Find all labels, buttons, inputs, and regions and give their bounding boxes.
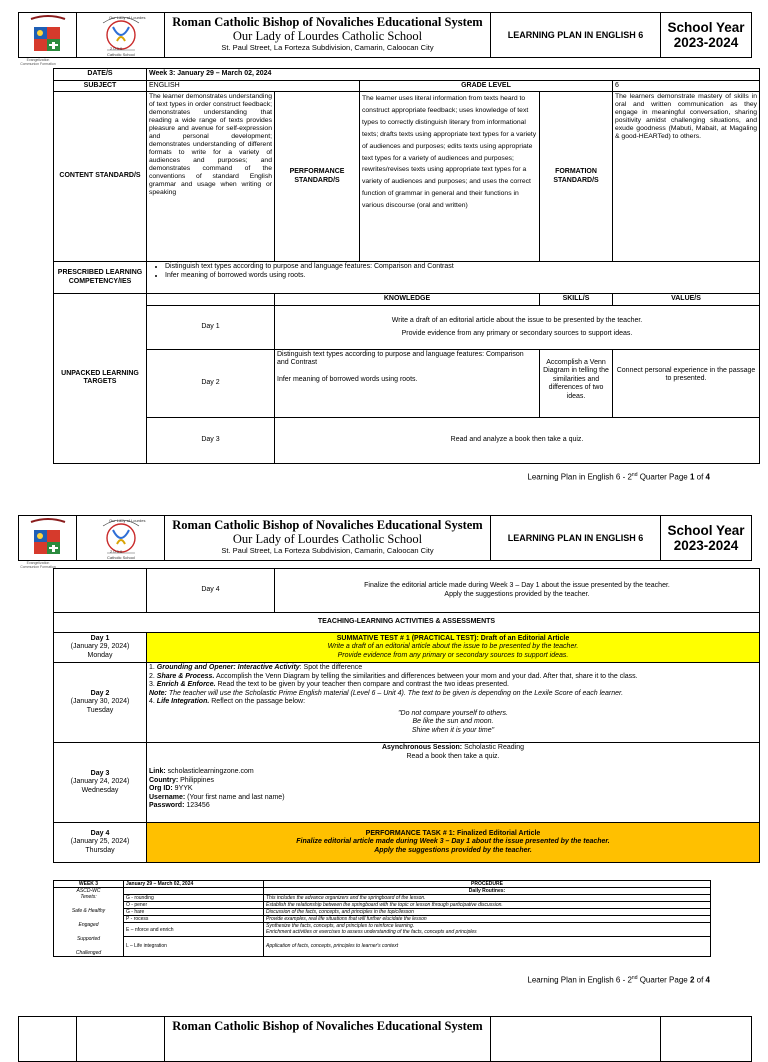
routine-table <box>53 880 711 957</box>
summative-line1: Write a draft of an editorial article about the issue to be presented by the teacher. <box>327 643 579 651</box>
routine-dates: January 29 – March 02, 2024 <box>124 881 264 888</box>
step-text: Read the text to be given by your teacher then compare and contrast the two ideas presented. <box>215 681 509 688</box>
rcbn-logo <box>19 516 77 560</box>
footer-page: 2 <box>689 975 695 985</box>
user-label: Username: <box>149 793 186 801</box>
plc-item: • Distinguish text types according to purpose and language features: Comparison and Contrast <box>165 263 757 272</box>
footer-prefix: Learning Plan in English 6 - 2 <box>527 975 632 985</box>
school-name: Our Lady of Lourdes Catholic School <box>232 29 423 43</box>
tla-day2: Day 2 <box>90 689 110 697</box>
day2-knowledge-1: Distinguish text types according to purpose and language features: Comparison and Contrast <box>277 350 524 366</box>
tla-day4-cell <box>54 823 147 863</box>
country-value: Philippines <box>178 776 214 784</box>
routine-desc-line: Enrichment activities or exercises to assess understanding of the facts, concepts and principles <box>266 929 477 936</box>
school-block <box>165 1017 491 1061</box>
pt-title: PERFORMANCE TASK # 1: Finalized Editorial Article <box>365 829 541 837</box>
ollcs-logo <box>77 13 165 57</box>
plc-item: • Infer meaning of borrowed words using roots. <box>165 272 757 281</box>
page2-footer <box>527 975 710 985</box>
quote-line: Shine when it is your time" <box>411 726 495 734</box>
org-name: Roman Catholic Bishop of Novaliches Educational System <box>172 518 483 532</box>
tenet-challenged: Challenged <box>75 950 102 956</box>
page2-header <box>18 515 752 561</box>
step-num: 4. <box>149 698 157 705</box>
ult-day2-knowledge <box>275 349 540 417</box>
step-title: Enrich & Enforce. <box>156 681 216 688</box>
date-value: Week 3: January 29 – March 02, 2024 <box>147 69 760 81</box>
logo-caption: Catholic School <box>107 52 135 57</box>
ult-day3-label: Day 3 <box>147 417 275 463</box>
user-line <box>149 794 757 803</box>
day2-knowledge-2: Infer meaning of borrowed words using roots. <box>277 375 418 383</box>
school-block <box>165 516 491 560</box>
perf-std-text: The learner uses literal information from texts heard to construct appropriate feedback; uses knowledge of text types to correctly distinguish literary from informational texts; drafts texts using appropriate text types for a variety of audiences and purposes; edits texts using appropriate text types for a variety of audiences and purposes; rewrites/revises texts using appropriate text types for a variety of audiences and purposes; and uses the correct function of grammar in general and their functions in various discourse (oral and written) <box>360 92 540 262</box>
school-name: Our Lady of Lourdes Catholic School <box>232 532 423 546</box>
ult-label: UNPACKED LEARNING TARGETS <box>54 294 147 464</box>
routine-key: G - rounding <box>124 895 264 902</box>
tenets-line: Tenets: <box>80 894 97 900</box>
school-block <box>165 13 491 57</box>
step-text: : Spot the difference <box>299 664 363 671</box>
tenets-cell <box>54 888 124 957</box>
routine-desc: Discussion of the facts, concepts, and principles in the topic/lesson <box>264 909 711 916</box>
tla-day1-date: (January 29, 2024) <box>70 643 130 651</box>
tla-day1-weekday: Monday <box>87 651 113 659</box>
note-label: Note: <box>149 689 167 697</box>
tenet-safe: Safe & Healthy <box>71 908 106 914</box>
school-year <box>661 13 751 57</box>
footer-of: of <box>694 975 706 985</box>
tla-day1-activity <box>147 633 760 663</box>
routine-desc: This includes the advance organizers and the springboard of the lesson. <box>264 895 711 902</box>
sy-value: 2023-2024 <box>673 35 739 50</box>
rcbn-logo-icon <box>19 516 77 562</box>
page2-table <box>53 568 760 863</box>
pass-label: Password: <box>149 802 185 809</box>
ult-day1-label: Day 1 <box>147 305 275 349</box>
ollcs-logo <box>77 516 165 560</box>
content-std-label: CONTENT STANDARD/S <box>54 92 147 262</box>
org-label: Org ID: <box>149 785 173 792</box>
step-note <box>149 690 757 699</box>
step-text: Reflect on the passage below: <box>209 698 306 705</box>
tla-day2-cell <box>54 663 147 743</box>
ult-day1-text <box>275 305 760 349</box>
tenet-engaged: Engaged <box>78 922 99 928</box>
logo-motto: Our Lady of Lourdes <box>109 15 146 20</box>
tla-day2-weekday: Tuesday <box>86 706 114 714</box>
rcbn-logo <box>19 13 77 57</box>
summative-line2: Provide evidence from any primary or secondary sources to support ideas. <box>337 651 569 659</box>
tla-day3-activity <box>147 743 760 823</box>
skills-header: SKILL/S <box>540 294 613 306</box>
sy-value: 2023-2024 <box>673 538 739 553</box>
plc-label: PRESCRIBED LEARNING COMPETENCY/IES <box>54 262 147 294</box>
logo-subtext: Evangelization Communion Formation <box>20 58 56 66</box>
tla-day4-weekday: Thursday <box>85 846 115 854</box>
school-address: St. Paul Street, La Forteza Subdivision, Camarin, Caloocan City <box>221 546 434 555</box>
step-num: 1. <box>149 664 157 671</box>
logo-motto: Our Lady of Lourdes <box>109 518 146 523</box>
routine-procedure: PROCEDURE <box>264 881 711 888</box>
footer-prefix: Learning Plan in English 6 - 2 <box>527 472 632 482</box>
pt-line1: Finalize editorial article made during Week 3 – Day 1 about the issue presented by the teacher. <box>296 838 610 846</box>
step-title: Share & Process. <box>156 672 215 680</box>
org-line <box>149 785 757 794</box>
subject-value: ENGLISH <box>147 80 360 92</box>
org-value: 9YYK <box>172 785 193 792</box>
routine-week: WEEK 3 <box>54 881 124 888</box>
link-line <box>149 768 757 777</box>
footer-sup: nd <box>631 975 638 981</box>
country-line <box>149 777 757 786</box>
quote-line: "Do not compare yourself to others. <box>398 709 508 717</box>
routine-desc: Application of facts, concepts, principles to learner's context <box>264 936 711 956</box>
step-text: Accomplish the Venn Diagram by telling the similarities and differences between your mom and your dad. After that, share it to the class. <box>214 672 638 680</box>
ult-day2-values: Connect personal experience in the passage to presented. <box>613 349 760 417</box>
step-2 <box>149 673 757 682</box>
link-label: Link: <box>149 768 166 775</box>
tla-day4-activity <box>147 823 760 863</box>
tla-day1: Day 1 <box>90 634 110 642</box>
day4-text <box>275 569 760 613</box>
form-std-text: The learners demonstrate mastery of skills in oral and written communication as they engage in meaningful conversation, sharing positivity amidst challenging situations, and exude goodness (Mabuti, Mabait, at Magaling & good-HEARTed) to others. <box>613 92 760 262</box>
tla-day3-weekday: Wednesday <box>81 786 119 794</box>
logo-year: 2 0 0 0 <box>110 46 123 51</box>
pass-value: 123456 <box>184 802 210 809</box>
tla-day2-activity <box>147 663 760 743</box>
step-title: Grounding and Opener: Interactive Activity <box>156 664 300 671</box>
note-text: The teacher will use the Scholastic Prime English material (Level 6 – Unit 4). The text to be given is depending on the Lexile Score of each learner. <box>166 689 624 697</box>
tla-day3-date: (January 24, 2024) <box>70 778 130 786</box>
tla-header: TEACHING-LEARNING ACTIVITIES & ASSESSMENTS <box>54 613 760 633</box>
daily-routines: Daily Routines: <box>264 888 711 895</box>
link-value: scholasticlearningzone.com <box>165 768 254 775</box>
footer-total: 4 <box>705 975 710 985</box>
footer-mid: Quarter Page <box>637 472 690 482</box>
footer-mid: Quarter Page <box>637 975 690 985</box>
country-label: Country: <box>149 776 179 784</box>
routine-key: G - hare <box>124 909 264 916</box>
tla-day3-cell <box>54 743 147 823</box>
step-4 <box>149 698 757 707</box>
ult-day1-line1: Write a draft of an editorial article about the issue to be presented by the teacher. <box>391 317 643 324</box>
grade-label: GRADE LEVEL <box>360 80 613 92</box>
school-address: St. Paul Street, La Forteza Subdivision, Camarin, Caloocan City <box>221 43 434 52</box>
logo-year: 2 0 0 0 <box>110 549 123 554</box>
quote-line: Be like the sun and moon. <box>412 718 494 725</box>
async-text: Scholastic Reading <box>462 744 524 751</box>
subject-label: SUBJECT <box>54 80 147 92</box>
routine-key: L – Life integration <box>124 936 264 956</box>
day4-line2: Apply the suggestions provided by the teacher. <box>444 590 590 598</box>
routine-key: O - pener <box>124 902 264 909</box>
sy-label: School Year <box>667 20 745 35</box>
footer-page: 1 <box>689 472 695 482</box>
logo-caption: Catholic School <box>107 555 135 560</box>
step-num: 2. <box>149 672 157 680</box>
summative-title: SUMMATIVE TEST # 1 (PRACTICAL TEST): Draft of an Editorial Article <box>336 634 570 642</box>
step-num: 3. <box>149 681 157 688</box>
perf-std-label: PERFORMANCE STANDARD/S <box>275 92 360 262</box>
async-label: Asynchronous Session: <box>381 744 463 751</box>
sy-label: School Year <box>667 523 745 538</box>
plc-cell <box>147 262 760 294</box>
rcbn-logo <box>19 1017 77 1061</box>
tla-day4: Day 4 <box>90 829 110 837</box>
routine-key: P - rocess <box>124 916 264 923</box>
org-name: Roman Catholic Bishop of Novaliches Educational System <box>172 1019 483 1033</box>
tenet-supported: Supported <box>76 936 101 942</box>
plan-title: LEARNING PLAN IN ENGLISH 6 <box>491 13 661 57</box>
page1-footer <box>527 472 710 482</box>
step-1 <box>149 664 757 673</box>
pt-line2: Apply the suggestions provided by the teacher. <box>374 846 532 854</box>
org-name: Roman Catholic Bishop of Novaliches Educational System <box>172 15 483 29</box>
footer-of: of <box>694 472 706 482</box>
plan-title: LEARNING PLAN IN ENGLISH 6 <box>491 516 661 560</box>
tenets-line: ASCD-WC <box>76 888 101 894</box>
page1-table <box>53 68 760 464</box>
logo-subtext: Evangelization Communion Formation <box>20 561 56 569</box>
ult-day3-text: Read and analyze a book then take a quiz. <box>275 417 760 463</box>
date-label: DATE/S <box>54 69 147 81</box>
knowledge-header: KNOWLEDGE <box>275 294 540 306</box>
user-value: (Your first name and last name) <box>185 793 285 801</box>
day4-label: Day 4 <box>147 569 275 613</box>
ollcs-logo <box>77 1017 165 1061</box>
tla-day4-date: (January 25, 2024) <box>70 838 130 846</box>
form-std-label: FORMATION STANDARD/S <box>540 92 613 262</box>
tla-day2-date: (January 30, 2024) <box>70 698 130 706</box>
content-std-text: The learner demonstrates understanding of text types in order construct feedback; demonstrates understanding that reading a wide range of texts provides pleasure and avenue for self-expression and personal development; demonstrates understanding of different formats to write for a variety of audiences and purposes; and demonstrates command of the conventions of standard English grammar and usage when writing or speaking <box>147 92 275 262</box>
routine-desc: Provide examples, real life situations that will further elucidate the lesson <box>264 916 711 923</box>
routine-desc: Establish the relationship between the springboard with the topic or lesson through participative discussion. <box>264 902 711 909</box>
school-year <box>661 516 751 560</box>
grade-value: 6 <box>613 80 760 92</box>
routine-desc <box>264 923 711 936</box>
footer-total: 4 <box>705 472 710 482</box>
step-title: Life Integration. <box>156 698 210 705</box>
pass-line <box>149 802 757 811</box>
step-3 <box>149 681 757 690</box>
tla-day1-cell <box>54 633 147 663</box>
quote <box>149 710 757 736</box>
day4-line1: Finalize the editorial article made during Week 3 – Day 1 about the issue presented by the teacher. <box>364 582 670 589</box>
ult-day2-skills: Accomplish a Venn Diagram in telling the similarities and differences of two ideas. <box>540 349 613 417</box>
ult-day1-line2: Provide evidence from any primary or secondary sources to support ideas. <box>401 330 633 337</box>
page1-header <box>18 12 752 58</box>
footer-sup: nd <box>631 472 638 478</box>
tla-day3: Day 3 <box>90 769 110 777</box>
values-header: VALUE/S <box>613 294 760 306</box>
async-sub: Read a book then take a quiz. <box>406 752 500 760</box>
routine-desc-line: Synthesize the facts, concepts, and principles to reinforce learning. <box>266 923 415 930</box>
rcbn-logo-icon <box>19 13 77 59</box>
ult-day2-label: Day 2 <box>147 349 275 417</box>
page3-header <box>18 1016 752 1062</box>
async-title <box>149 744 757 753</box>
routine-key: E – nforce and enrich <box>124 923 264 936</box>
